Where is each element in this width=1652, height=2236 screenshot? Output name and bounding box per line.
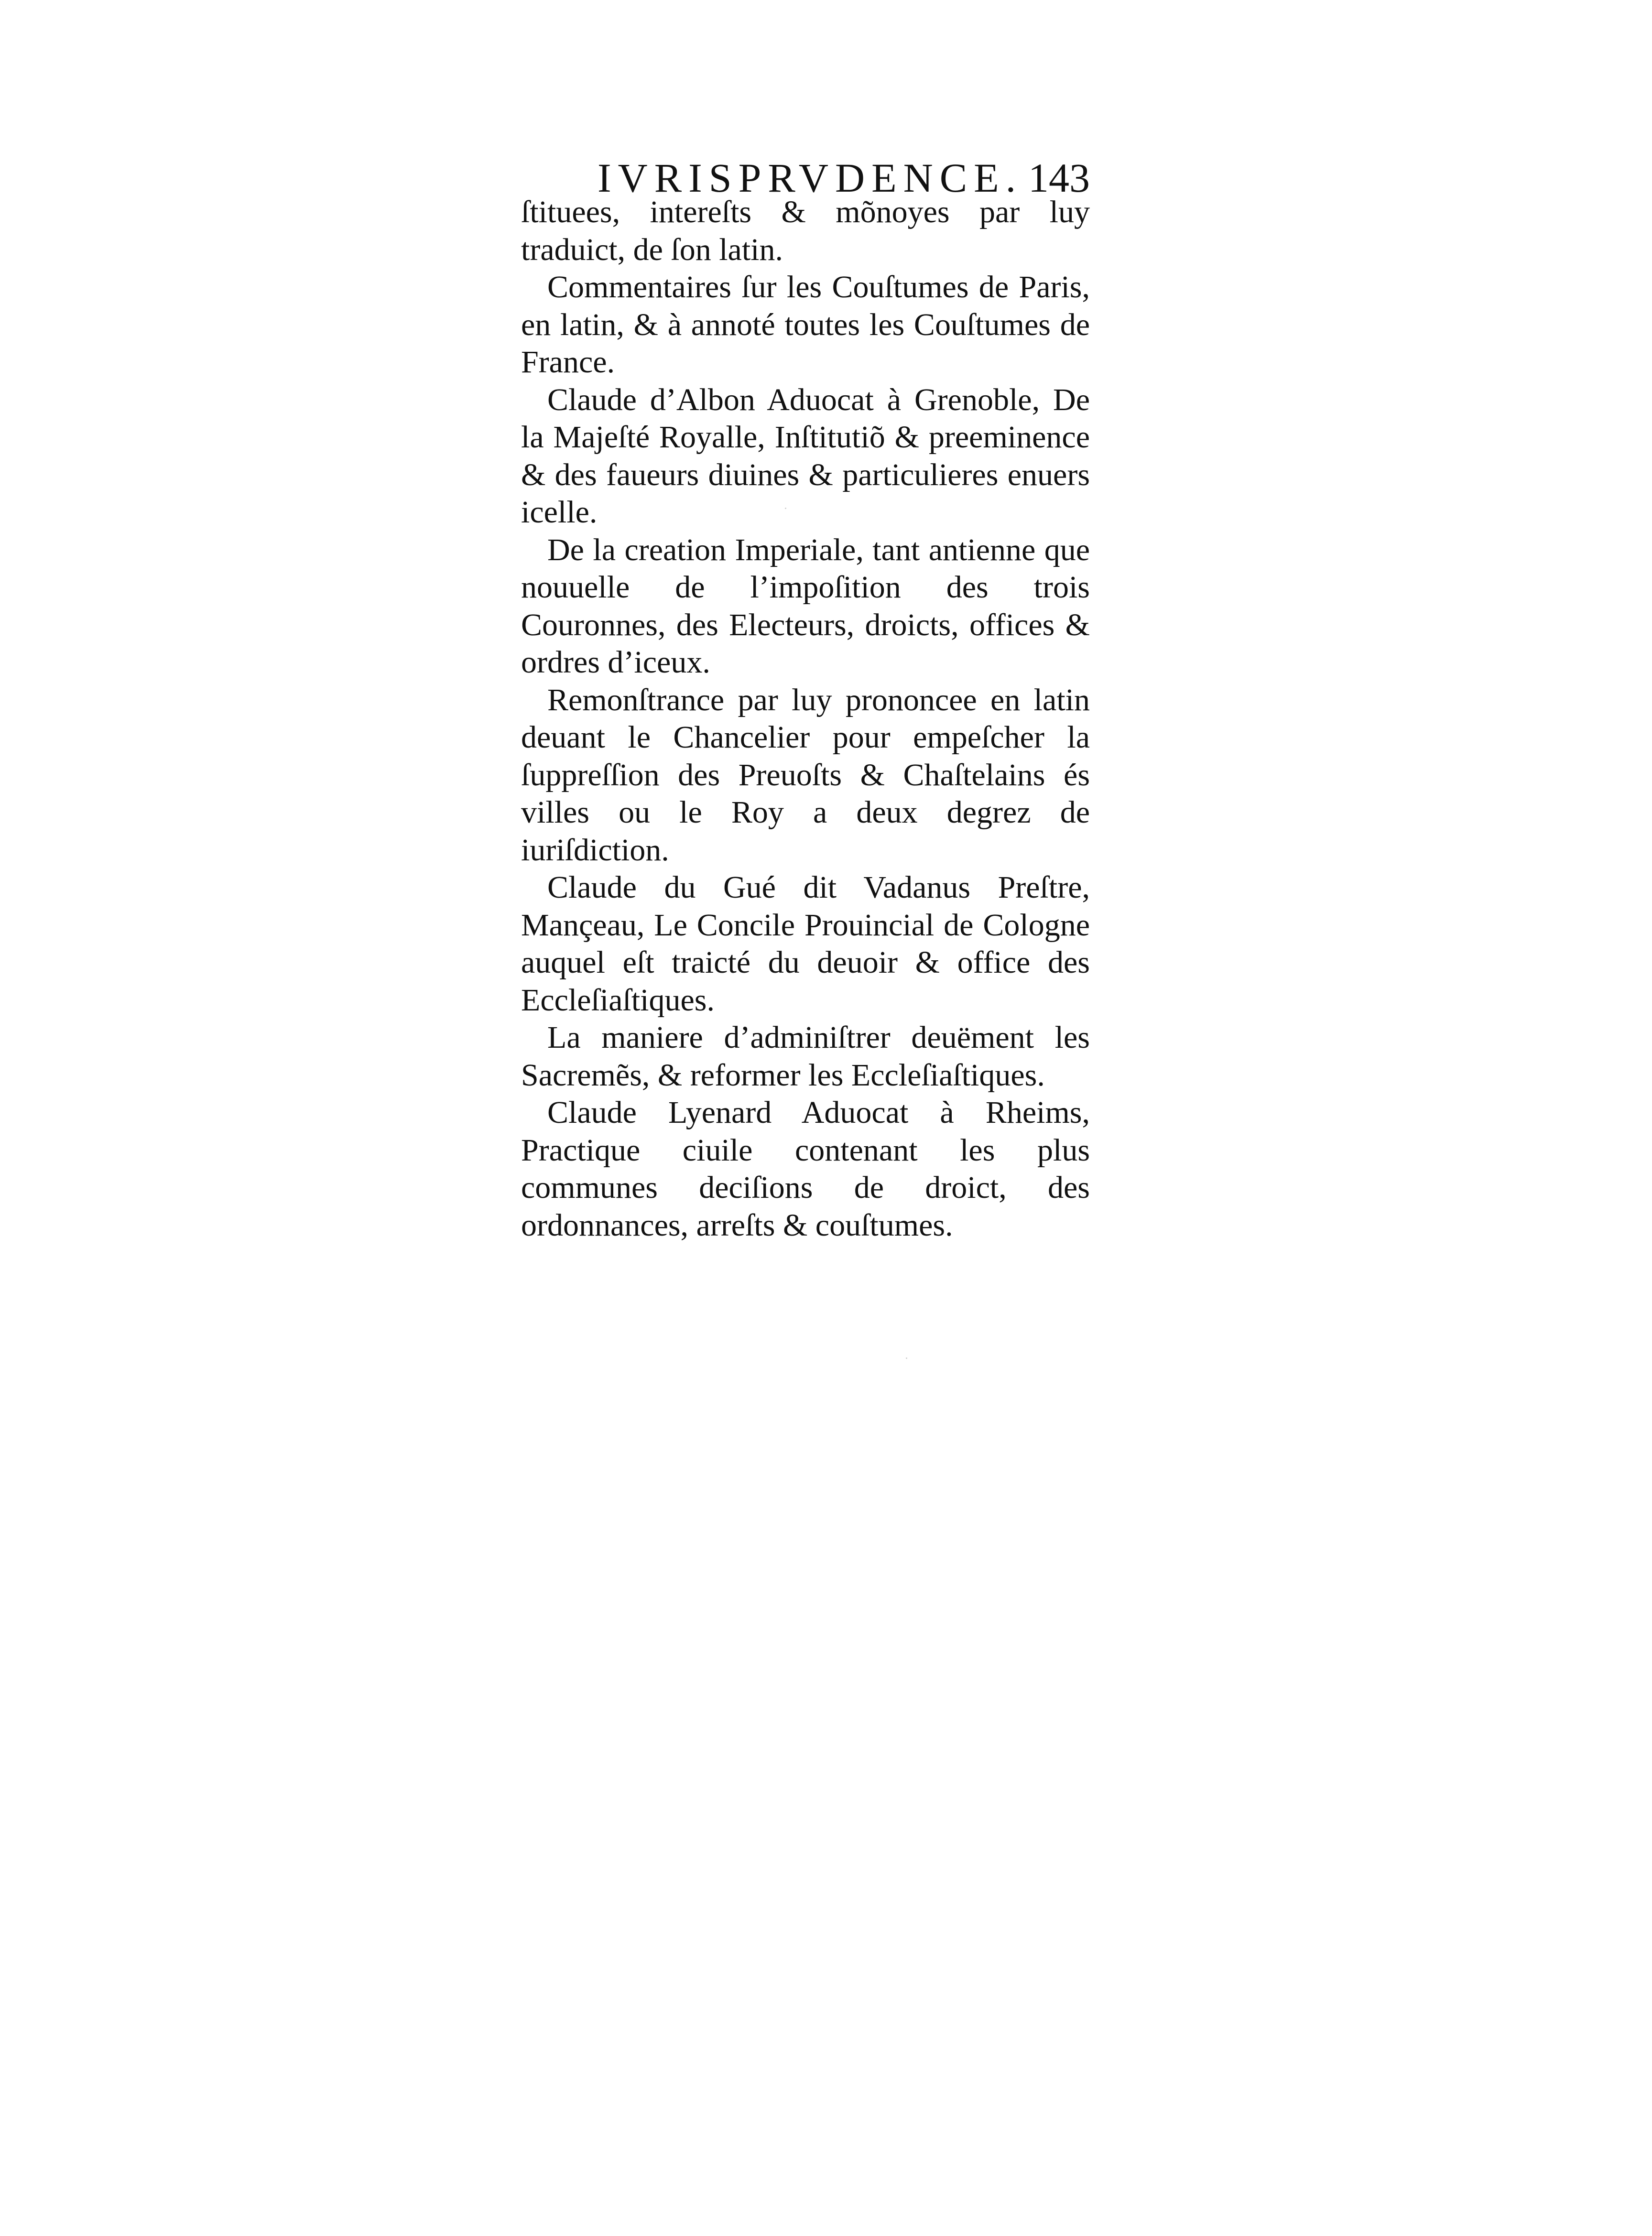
entry-paragraph: De la creation Imperiale, tant antienne que nouuelle de l’impoſition des trois Couronnes, des Electeurs, droicts, offices & ordres d’iceux. (521, 532, 1090, 680)
running-title: IVRISPRVDENCE. (598, 155, 1023, 201)
entry-paragraph: Remonſtrance par luy prononcee en latin deuant le Chancelier pour empeſcher la ſuppreſſion des Preuoſts & Chaſtelains és villes ou le Roy a deux degrez de iuriſdiction. (521, 682, 1090, 868)
entry-paragraph: Commentaires ſur les Couſtumes de Paris, en latin, & à annoté toutes les Couſtumes de France. (521, 270, 1090, 380)
entry-paragraph: La maniere d’adminiſtrer deuëment les Sacremẽs, & reformer les Eccleſiaſtiques. (521, 1020, 1090, 1093)
entry-paragraph: Claude Lyenard Aduocat à Rheims, Practique ciuile contenant les plus communes deciſions de droict, des ordonnances, arreſts & couſtumes. (521, 1095, 1090, 1243)
paper-speck (785, 508, 786, 509)
entry-paragraph: Claude d’Albon Aduocat à Grenoble, De la Majeſté Royalle, Inſtitutiõ & preeminence & des faueurs diuines & particulieres enuers icelle. (521, 382, 1090, 530)
paper-speck (906, 1357, 907, 1359)
page-number: 143 (1028, 155, 1090, 201)
entry-continuation: ſtituees, intereſts & mõnoyes par luy traduict, de ſon latin. (521, 195, 1090, 267)
body-text (521, 194, 1090, 1244)
entry-paragraph: Claude du Gué dit Vadanus Preſtre, Mançeau, Le Concile Prouincial de Cologne auquel eſt traicté du deuoir & office des Eccleſiaſtiques. (521, 870, 1090, 1018)
